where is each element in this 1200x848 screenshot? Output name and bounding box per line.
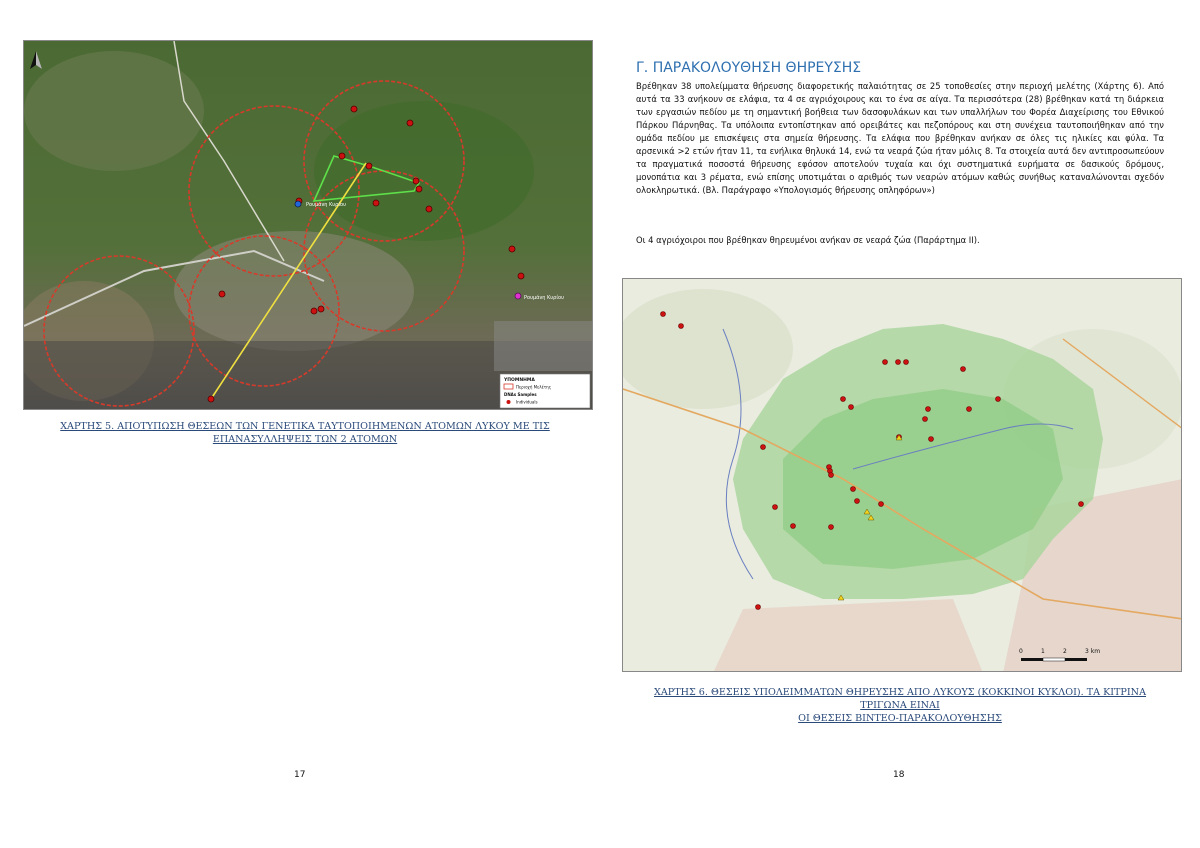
legend-samples-heading: DNAs Samples: [504, 392, 537, 397]
caption-line: ΧΑΡΤΗΣ 5. ΑΠΟΤΥΠΩΣΗ ΘΕΣΕΩΝ ΤΩΝ ΓΕΝΕΤΙΚΑ ΤΑΥΤΟΠΟΙΗΜΕΝΩΝ ΑΤΟΜΩΝ ΛΥΚΟΥ ΜΕ ΤΙΣ: [60, 421, 550, 432]
scale-tick: 1: [1041, 648, 1045, 655]
place-label: Ρουμάνη Κυρίου: [524, 295, 564, 301]
map-5-canvas: [24, 41, 593, 410]
map-6-canvas: [623, 279, 1182, 672]
terrain-patch: [174, 231, 414, 351]
urban-area: [494, 321, 593, 371]
location-marker-blue: [295, 201, 301, 207]
legend-individuals-label: Individuals: [516, 399, 538, 405]
map-5-satellite: [23, 40, 593, 410]
caption-line: ΟΙ ΘΕΣΕΙΣ ΒΙΝΤΕΟ-ΠΑΡΑΚΟΛΟΥΘΗΣΗΣ: [798, 713, 1002, 724]
scale-tick: 2: [1063, 648, 1067, 655]
location-marker-magenta: [515, 293, 521, 299]
page-number-right: 18: [893, 770, 905, 780]
legend-individuals-swatch: [507, 400, 511, 404]
map-6-topographic: [622, 278, 1182, 672]
scale-tick: 3 km: [1085, 648, 1101, 655]
place-label: Ρουμάνη Κυρίου: [306, 202, 346, 208]
forest-patch: [314, 101, 534, 241]
page-number-left: 17: [294, 770, 306, 780]
caption-line: ΧΑΡΤΗΣ 6. ΘΕΣΕΙΣ ΥΠΟΛΕΙΜΜΑΤΩΝ ΘΗΡΕΥΣΗΣ ΑΠΟ ΛΥΚΟΥΣ (ΚΟΚΚΙΝΟΙ ΚΥΚΛΟΙ). ΤΑ ΚΙΤΡΙΝΑ ΤΡΙΓΩΝΑ ΕΙΝΑΙ: [653, 687, 1147, 711]
body-paragraph: Οι 4 αγριόχοιροι που βρέθηκαν θηρευμένοι ανήκαν σε νεαρά ζώα (Παράρτημα ΙΙ).: [636, 235, 980, 245]
terrain-patch: [24, 51, 204, 171]
map-legend: [500, 374, 590, 408]
scale-tick: 0: [1019, 648, 1023, 655]
legend-study-area-label: Περιοχή Μελέτης: [516, 384, 552, 390]
body-paragraph: Βρέθηκαν 38 υπολείμματα θήρευσης διαφορετικής παλαιότητας σε 25 τοποθεσίες στην περιοχή μελέτης (Χάρτης 6). Από αυτά τα 33 ανήκουν σε ελάφια, τα 4 σε αγριόχοιρους και το ένα σε αίγα. Τα περισσότερα (28) βρέθηκαν κατά τη διάρκεια των εργασιών πεδίου με τη σημαντική βοήθεια των δασοφυλάκων και των υπαλλήλων του Φορέα Διαχείρισης του Εθνικού Πάρκου Πάρνηθας. Τα υπόλοιπα εντοπίστηκαν από ορειβάτες και πεζοπόρους και στη συνέχεια ταυτοποιήθηκαν από την ομάδα πεδίου με επισκέψεις στα σημεία θήρευσης. Τα ελάφια που βρέθηκαν ανήκαν σε όλες τις ηλικίες και φύλα. Τα αρσενικά >2 ετών ήταν 11, τα ενήλικα θηλυκά 14, ενώ τα νεαρά ζώα ήταν μόλις 8. Τα στοιχεία αυτά δεν αντιπροσωπεύουν τα πραγματικά ποσοστά θήρευσης εφόσον αποτελούν τυχαία και όχι συστηματικά ευρήματα σε δασικούς δρόμους, μονοπάτια και 3 ρέματα, ενώ επίσης υποτιμάται ο αριθμός των νεαρών ατόμων καθώς συνήθως καταναλώνονται σχεδόν ολοκληρωτικά. (Βλ. Παράγραφο «Υπολογισμός θήρευσης οπληφόρων»): [636, 81, 1164, 195]
legend-title: ΥΠΟΜΝΗΜΑ: [504, 378, 535, 383]
map-6-caption: [632, 686, 1168, 725]
urban-area: [713, 599, 983, 672]
section-title: Γ. ΠΑΡΑΚΟΛΟΥΘΗΣΗ ΘΗΡΕΥΣΗΣ: [636, 60, 862, 76]
map-5-caption: [40, 420, 570, 446]
caption-line: ΕΠΑΝΑΣΥΛΛΗΨΕΙΣ ΤΩΝ 2 ΑΤΟΜΩΝ: [212, 434, 398, 445]
